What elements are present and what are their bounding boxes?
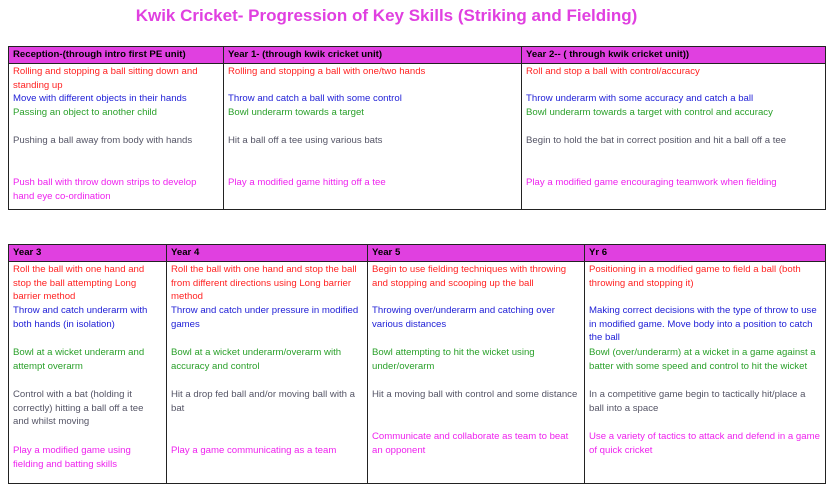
skill-bowling: Bowl attempting to hit the wicket using under/overarm [372,347,535,372]
skill-throwing: Throw and catch a ball with some control [228,93,402,104]
skill-rolling: Roll the ball with one hand and stop the ball attempting Long barrier method [13,264,145,303]
skill-bowling: Bowl at a wicket underarm/overarm with accuracy and control [171,347,342,372]
cell-reception [9,64,224,210]
skill-rolling: Rolling and stopping a ball with one/two hands [228,66,426,77]
cell-year-6 [585,262,826,484]
skill-throwing: Throw and catch underarm with both hands (in isolation) [13,305,148,330]
skill-game: Push ball with throw down strips to develop hand eye co-ordination [13,177,197,202]
skill-throwing: Making correct decisions with the type of throw to use in modified game. Move body into a position to catch the ball [589,305,817,344]
skill-game: Use a variety of tactics to attack and defend in a game of quick cricket [589,431,820,456]
skills-table-early-years [8,46,826,210]
table-header-row [9,47,826,64]
cell-year-1 [224,64,522,210]
cell-year-5 [368,262,585,484]
skill-batting: Begin to hold the bat in correct position and hit a ball off a tee [526,135,787,146]
skill-game: Play a modified game hitting off a tee [228,177,386,188]
cell-year-2 [522,64,826,210]
skill-rolling: Positioning in a modified game to field a ball (both throwing and stopping it) [589,264,801,289]
skill-rolling: Begin to use fielding techniques with throwing and stopping and scooping up the ball [372,264,567,289]
table-header-row [9,245,826,262]
header-year-1: Year 1- (through kwik cricket unit) [224,47,522,64]
skill-batting: Control with a bat (holding it correctly) hitting a ball off a tee and whilst moving [13,389,144,428]
skills-table-upper-years [8,244,826,484]
skill-batting: In a competitive game begin to tactically hit/place a ball into a space [589,389,806,414]
skill-bowling: Bowl (over/underarm) at a wicket in a game against a batter with some speed and control to hit the wicket [589,347,816,372]
skill-bowling: Bowl underarm towards a target [228,107,364,118]
header-year-3: Year 3 [9,245,167,262]
header-year-6: Yr 6 [585,245,826,262]
skill-throwing: Throw underarm with some accuracy and catch a ball [526,93,754,104]
skill-batting: Hit a drop fed ball and/or moving ball with a bat [171,389,355,414]
skill-game: Communicate and collaborate as team to beat an opponent [372,431,569,456]
table-row [9,64,826,210]
cell-year-3 [9,262,167,484]
skill-game: Play a modified game using fielding and batting skills [13,445,131,470]
skill-throwing: Throwing over/underarm and catching over various distances [372,305,555,330]
skill-rolling: Roll and stop a ball with control/accuracy [526,66,700,77]
header-year-2: Year 2-- ( through kwik cricket unit)) [522,47,826,64]
page-title: Kwik Cricket- Progression of Key Skills (Striking and Fielding) [135,6,638,25]
header-year-5: Year 5 [368,245,585,262]
header-year-4: Year 4 [167,245,368,262]
skill-throwing: Throw and catch under pressure in modified games [171,305,359,330]
header-reception: Reception-(through intro first PE unit) [9,47,224,64]
skill-batting: Hit a moving ball with control and some distance [372,389,578,400]
skill-bowling: Bowl underarm towards a target with control and accuracy [526,107,773,118]
skill-game: Play a game communicating as a team [171,445,337,456]
skill-batting: Hit a ball off a tee using various bats [228,135,383,146]
skill-bowling: Bowl at a wicket underarm and attempt overarm [13,347,145,372]
skill-game: Play a modified game encouraging teamwork when fielding [526,177,777,188]
skill-throwing: Move with different objects in their hands [13,93,187,104]
table-row [9,262,826,484]
cell-year-4 [167,262,368,484]
skill-bowling: Passing an object to another child [13,107,157,118]
skill-rolling: Roll the ball with one hand and stop the ball from different directions using Long barrier method [171,264,357,303]
skill-batting: Pushing a ball away from body with hands [13,135,193,146]
skill-rolling: Rolling and stopping a ball sitting down and standing up [13,66,198,91]
